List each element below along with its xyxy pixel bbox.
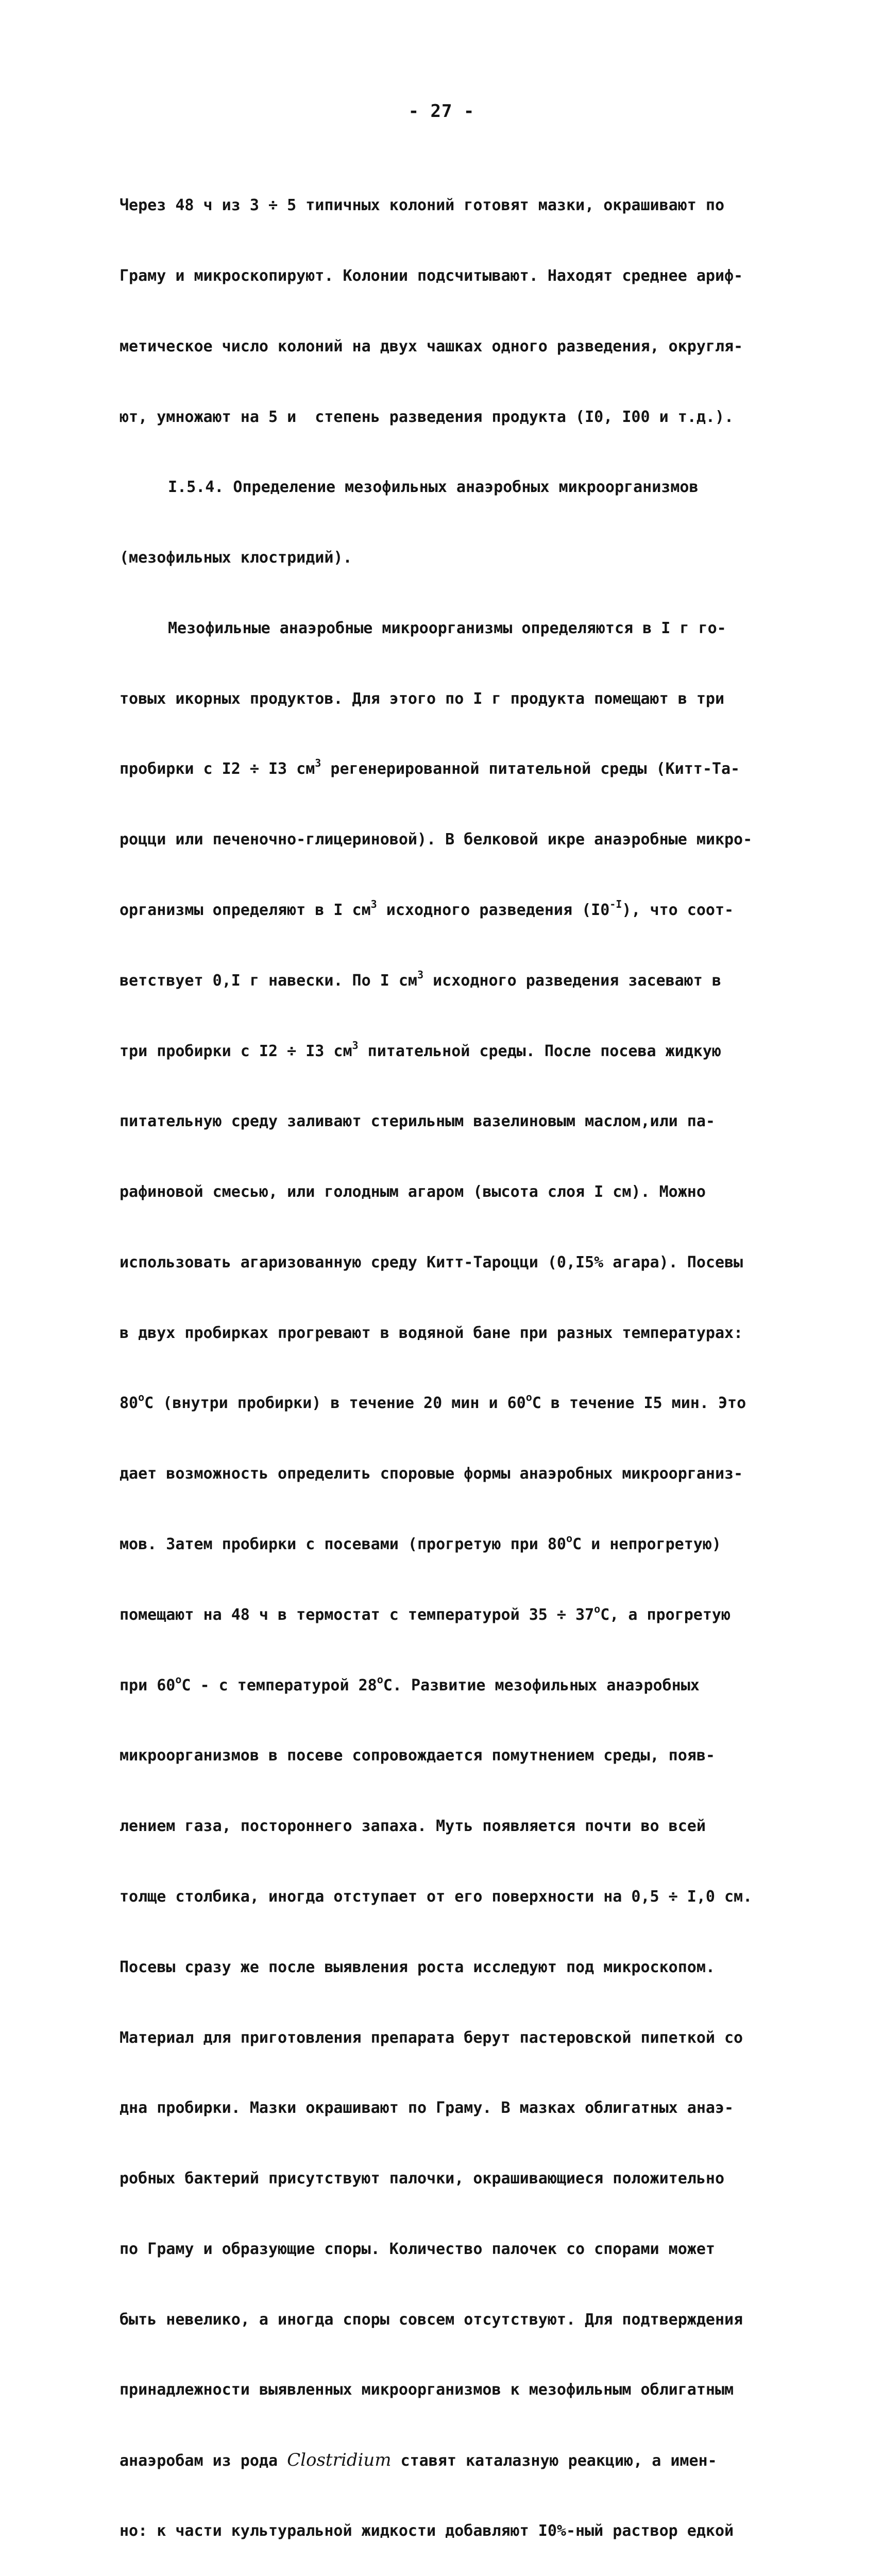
text-line [120,1674,789,1698]
text-line: ют, умножают на 5 и степень разведения продукта (I0, I00 и т.д.). [120,408,734,426]
text-line: принадлежности выявленных микроорганизмов к мезофильным облигатным [120,2381,734,2399]
text-line: Через 48 ч из 3 ÷ 5 типичных колоний готовят мазки, окрашивают по [120,196,724,215]
text-fragment: исходного разведения (I0 [377,901,610,919]
text-fragment: помещают на 48 ч в термостат с температурой 35 ÷ 37 [120,1605,595,1624]
superscript: o [175,1673,182,1686]
text-line: использовать агаризованную среду Китт-Тароцци (0,I5% агара). Посевы [120,1253,743,1272]
text-line: в двух пробирках прогревают в водяной бане при разных температурах: [120,1324,743,1342]
text-line: товых икорных продуктов. Для этого по I г продукта помещают в три [120,689,724,708]
text-fragment: С. Развитие мезофильных анаэробных [383,1676,700,1694]
superscript: 3 [352,1039,359,1052]
superscript: -I [609,898,622,910]
superscript: o [566,1532,572,1545]
text-fragment: С (внутри пробирки) в течение 20 мин и 60 [144,1394,526,1413]
text-line: лением газа, постороннего запаха. Муть появляется почти во всей [120,1817,706,1836]
text-fragment: С и непрогретую) [572,1535,721,1554]
text-line [120,2449,789,2472]
text-fragment: С - с температурой 28 [181,1676,377,1694]
text-fragment: регенерированной питательной среды (Китт-Та- [321,760,740,778]
text-line [120,969,789,993]
superscript: 3 [315,757,321,770]
text-line: толще столбика, иногда отступает от его поверхности на 0,5 ÷ I,0 см. [120,1887,753,1906]
text-line: питательную среду заливают стерильным вазелиновым маслом,или па- [120,1112,715,1131]
text-line: метическое число колоний на двух чашках одного разведения, округля- [120,337,743,355]
text-line: робных бактерий присутствуют палочки, окрашивающиеся положительно [120,2170,724,2188]
text-line [120,1603,789,1627]
text-fragment: при 60 [120,1676,176,1694]
body-text [120,147,789,2576]
text-line: рафиновой смесью, или голодным агаром (высота слоя I см). Можно [120,1183,706,1201]
text-fragment: 80 [120,1394,139,1413]
text-fragment: С, а прогретую [600,1605,731,1624]
text-fragment: ), что соот- [622,901,734,919]
text-line: дна пробирки. Мазки окрашивают по Граму. В мазках облигатных анаэ- [120,2099,734,2117]
text-line [120,1040,789,1063]
section-heading: I.5.4. Определение мезофильных анаэробных микроорганизмов [168,478,699,497]
text-line: роцци или печеночно-глицериновой). В белковой икре анаэробные микро- [120,831,753,849]
text-line: Материал для приготовления препарата берут пастеровской пипеткой со [120,2028,743,2047]
text-line [120,1533,789,1556]
text-line: микроорганизмов в посеве сопровождается помутнением среды, появ- [120,1747,715,1765]
text-line: Посевы сразу же после выявления роста исследуют под микроскопом. [120,1958,715,1976]
text-fragment: три пробирки с I2 ÷ I3 см [120,1042,352,1060]
text-line: но: к части культуральной жидкости добавляют I0%-ный раствор едкой [120,2521,734,2540]
text-fragment: ветствует 0,I г навески. По I см [120,971,417,990]
text-fragment: пробирки с I2 ÷ I3 см [120,760,315,778]
superscript: o [594,1602,601,1615]
text-fragment: исходного разведения засевают в [423,971,721,990]
text-line: по Граму и образующие споры. Количество палочек со спорами может [120,2240,715,2258]
text-line [120,899,789,922]
text-line [120,757,789,781]
text-fragment: организмы определяют в I см [120,901,371,919]
text-line: Граму и микроскопируют. Колонии подсчитывают. Находят среднее ариф- [120,266,743,285]
superscript: 3 [417,968,424,981]
text-fragment: ставят каталазную реакцию, а имен- [391,2452,717,2470]
section-heading-cont: (мезофильных клостридий). [120,549,352,567]
text-fragment: мов. Затем пробирки с посевами (прогретую при 80 [120,1535,566,1554]
text-fragment: анаэробам из рода [120,2452,287,2470]
superscript: 3 [370,898,377,910]
text-line: быть невелико, а иногда споры совсем отсутствуют. Для подтверждения [120,2310,743,2329]
text-line [120,1392,789,1415]
text-line: дает возможность определить споровые формы анаэробных микроорганиз- [120,1465,743,1483]
page-number: - 27 - [408,101,475,122]
paragraph-start: Мезофильные анаэробные микроорганизмы определяются в I г го- [168,619,726,637]
superscript: o [525,1391,532,1404]
superscript: o [138,1391,145,1404]
text-fragment: С в течение I5 мин. Это [532,1394,746,1413]
superscript: o [377,1673,383,1686]
text-fragment: питательной среды. После посева жидкую [358,1042,721,1060]
handwritten-genus-name: Clostridium [287,2450,392,2471]
